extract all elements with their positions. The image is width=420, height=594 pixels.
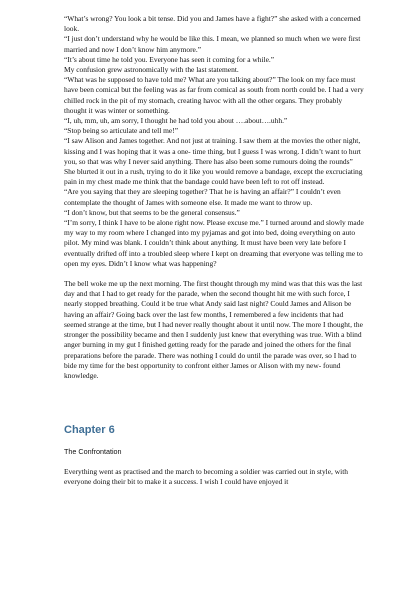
dialogue-paragraph-3: “It’s about time he told you. Everyone has seen it coming for a while.”: [64, 54, 275, 64]
dialogue-paragraph-8: “I saw Alison and James together. And not just at training. I saw them at the movies the other night, kissing and I was hoping that it was a one- time thing, but I guess I was wrong. I didn’t want to hurt you, so that was why I never said anything. There has also been some rumours doing the rounds” She blurted it out in a rush, trying to do it like you would remove a bandage, except the excruciating pain in my chest made me think that the bandage could have been left to rot off instead.: [64, 136, 363, 187]
dialogue-paragraph-10: “I don’t know, but that seems to be the general consensus.”: [64, 207, 240, 217]
chapter-spacer: [64, 381, 364, 423]
dialogue-paragraph-1: “What’s wrong? You look a bit tense. Did you and James have a fight?” she asked with a concerned look.: [64, 14, 361, 34]
heading-spacer: [64, 437, 364, 447]
dialogue-paragraph-2: “I just don’t understand why he would be like this. I mean, we planned so much when we were first married and now I don’t know him anymore.”: [64, 34, 361, 54]
dialogue-paragraph-11: “I’m sorry, I think I have to be alone right now. Please excuse me.” I turned around and slowly made my way to my room where I changed into my pyjamas and got into bed, doing everything on auto pilot. My mind was blank. I couldn’t think about anything. It must have been very late before I eventually drifted off into a troubled sleep where I kept on dreaming that everyone was telling me to open my eyes. Didn’t I know what was happening?: [64, 218, 364, 268]
chapter-subtitle: The Confrontation: [64, 447, 122, 457]
bell-paragraph: The bell woke me up the next morning. The first thought through my mind was that this was the last day and that I had to get ready for the parade, when the second thought hit me with such force, I nearly stopped breathing. Could it be true what Andy said last night? Could James and Alison be having an affair? Going back over the last few months, I remembered a few incidents that had seemed strange at the time, but I had never really thought about it until now. The more I thought, the stronger the possibility became and then I suddenly just knew that everything was true. With a blind anger burning in my gut I finished getting ready for the parade and joined the others for the final preparations before the parade. There was nothing I could do until the parade was over, so I had to bide my time for the best opportunity to confront either James or Alison with my new- found knowledge.: [64, 279, 363, 380]
dialogue-paragraph-9: “Are you saying that they are sleeping together? That he is having an affair?” I couldn’t even contemplate the thought of James with someone else. It made me want to throw up.: [64, 187, 341, 207]
document-page: [64, 14, 364, 488]
final-paragraph: Everything went as practised and the march to becoming a soldier was carried out in style, with everyone doing their bit to make it a success. I wish I could have enjoyed it: [64, 467, 348, 487]
chapter-heading: Chapter 6: [64, 424, 115, 437]
narration-paragraph-4: My confusion grew astronomically with the last statement.: [64, 65, 239, 75]
paragraph-spacer: [64, 269, 364, 279]
dialogue-paragraph-5: “What was he supposed to have told me? What are you talking about?” The look on my face must have been comical but the feeling was as far from comical as south from north could be. I had a very chilled rock in the pit of my stomach, creating havoc with all the other organs. They probably thought it was winter or something.: [64, 75, 364, 115]
dialogue-paragraph-6: “I, uh, mm, uh, am sorry, I thought he had told you about ….about….uhh.”: [64, 116, 288, 126]
subtitle-spacer: [64, 457, 364, 467]
dialogue-paragraph-7: “Stop being so articulate and tell me!”: [64, 126, 179, 136]
